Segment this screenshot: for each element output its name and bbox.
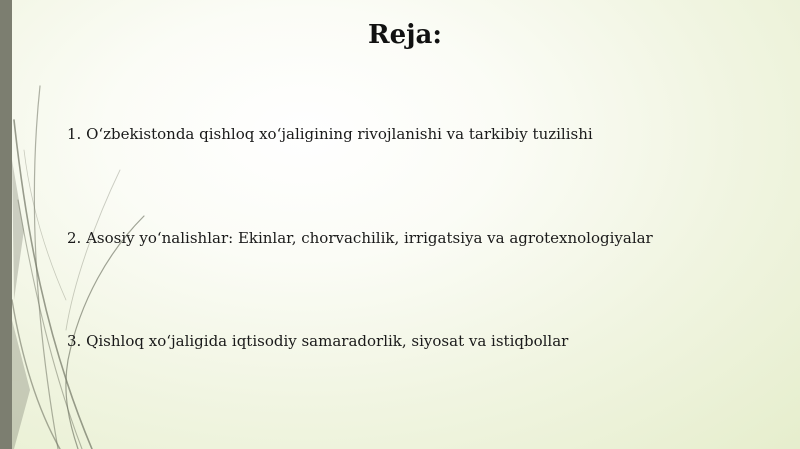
slide-title: Reja:: [367, 20, 442, 50]
plan-item-2: 2. Asosiy yo‘nalishlar: Ekinlar, chorvachilik, irrigatsiya va agrotexnologiyalar: [67, 229, 653, 247]
plan-item-3: 3. Qishloq xo‘jaligida iqtisodiy samaradorlik, siyosat va istiqbollar: [67, 332, 569, 350]
plan-item-1: 1. O‘zbekistonda qishloq xo‘jaligining rivojlanishi va tarkibiy tuzilishi: [67, 125, 593, 143]
